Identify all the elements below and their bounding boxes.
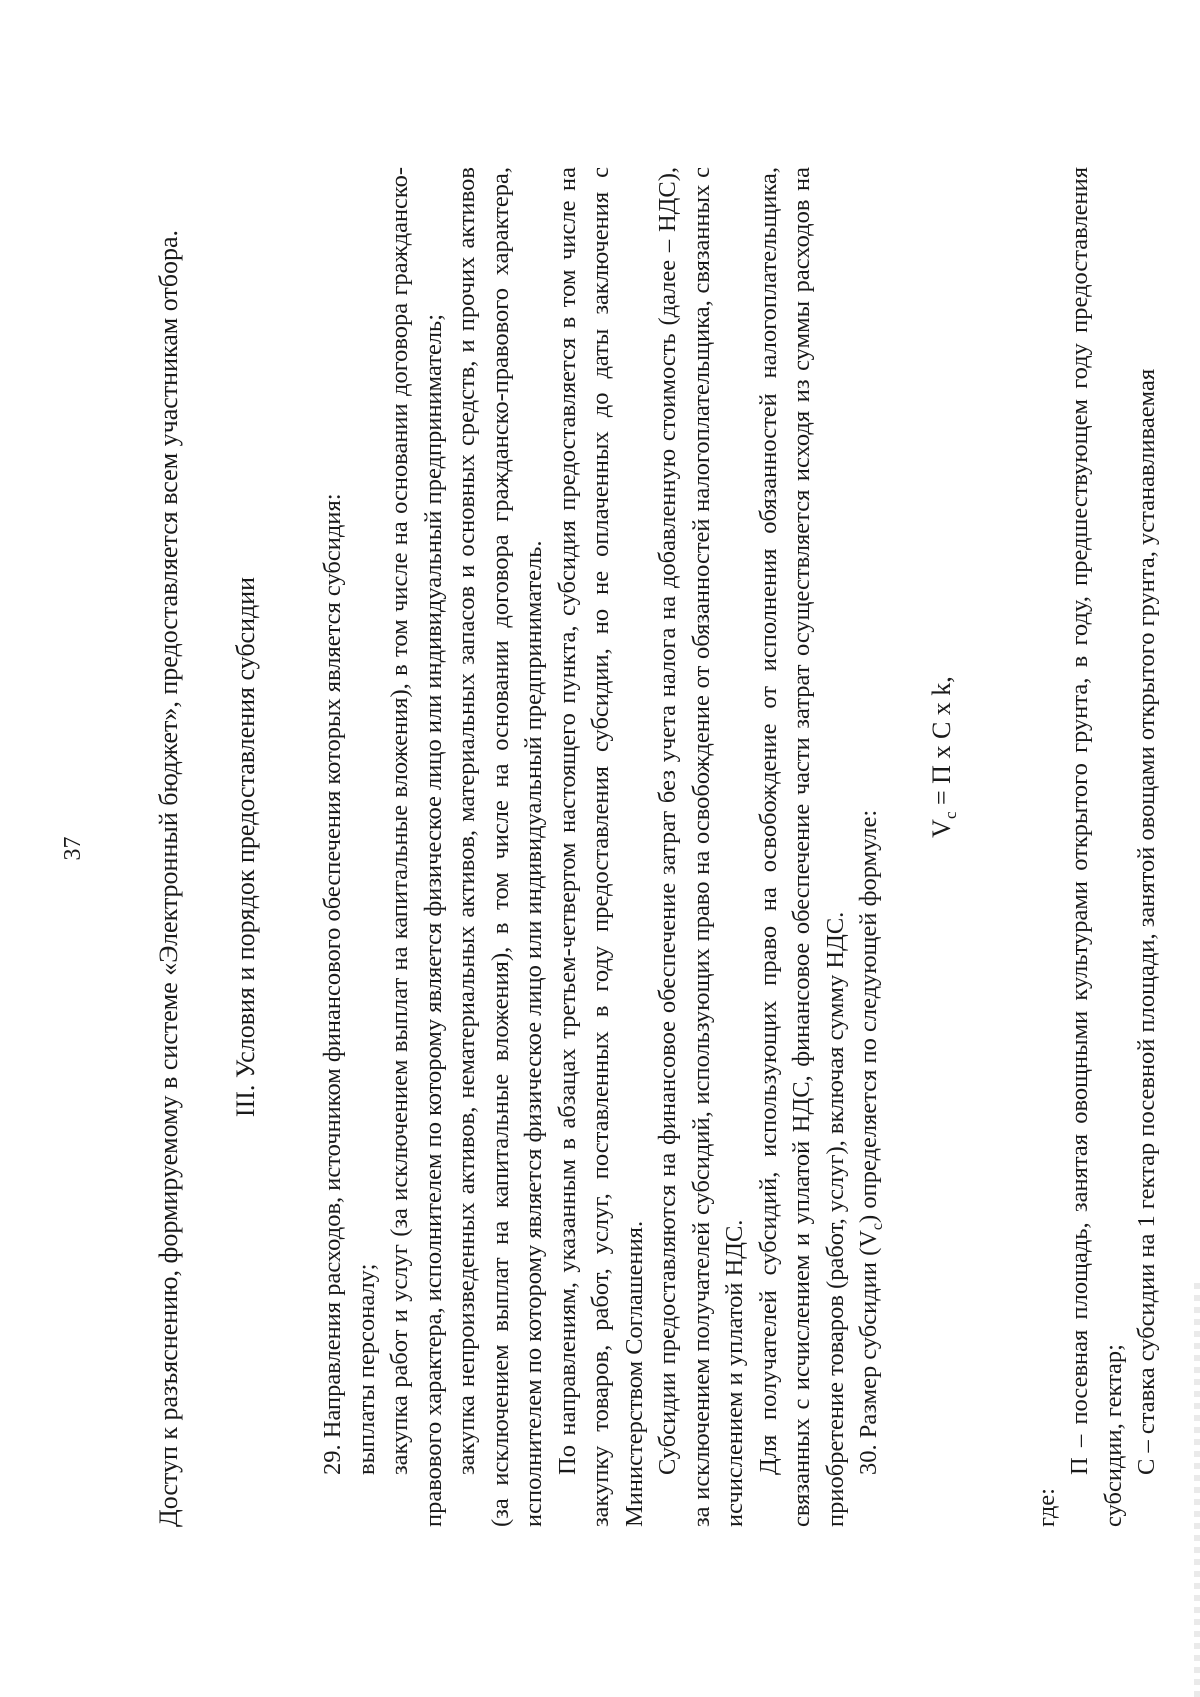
- paragraph-salary: выплаты персоналу;: [352, 1263, 380, 1475]
- scan-artifact: [1194, 1277, 1200, 1697]
- formula-v: V: [927, 819, 957, 838]
- paragraph-works: закупка работ и услуг (за исключением выплат на капитальные вложения), в том числе на основании договора гражданско-правового характера, исполнителем по которому является физическое лицо или индивидуальный предприниматель;: [386, 167, 447, 1527]
- paragraph-exempt: Для получателей субсидий, использующих право на освобождение от исполнения обязанностей налогоплательщика, связанных с исчислением и уплатой НДС, финансовое обеспечение части затрат осуществляется исходя из суммы расходов на приобретение товаров (работ, услуг), включая сумму НДС.: [754, 167, 849, 1527]
- paragraph-directions: По направлениям, указанным в абзацах третьем-четвертом настоящего пункта, субсидия предоставляется в том числе на закупку товаров, работ, услуг, поставленных в году предоставления субсидии, но не оплаченных до даты заключения с Министерством Соглашения.: [553, 167, 648, 1527]
- p30-text-pre: 30. Размер субсидии (V: [855, 1230, 882, 1475]
- where-label: где:: [1032, 1488, 1060, 1527]
- definition-c: С – ставка субсидии на 1 гектар посевной площади, занятой овощами открытого грунта, устанавливаемая: [1133, 368, 1161, 1475]
- paragraph-vat: Субсидии предоставляются на финансовое обеспечение затрат без учета налога на добавленную стоимость (далее – НДС), за исключением получателей субсидий, использующих право на освобождение от обязанностей налогоплательщика, связанных с исчислением и уплатой НДС.: [654, 167, 748, 1527]
- document-body: [150, 167, 1164, 1527]
- paragraph-30: [852, 167, 894, 1527]
- formula-v-subscript: с: [941, 811, 961, 820]
- intro-paragraph: Доступ к разъяснению, формируемому в системе «Электронный бюджет», предоставляется всем участникам отбора.: [154, 229, 183, 1527]
- definition-p: П – посевная площадь, занятая овощными культурами открытого грунта, в году, предшествующем году предоставления субсидии, гектар;: [1066, 167, 1127, 1527]
- formula-rest: = П x С x k,: [927, 676, 957, 812]
- page-number: 37: [60, 836, 86, 861]
- paragraph-29: 29. Направления расходов, источником финансового обеспечения которых является субсидия:: [319, 493, 346, 1475]
- section-title: III. Условия и порядок предоставления субсидии: [231, 576, 260, 1118]
- p30-subscript: с: [868, 1222, 886, 1231]
- subsidy-formula: [924, 167, 969, 1347]
- p30-text-post: ) определяется по следующей формуле:: [855, 809, 882, 1223]
- paragraph-assets: закупка непроизведенных активов, нематериальных активов, материальных запасов и основных средств, и прочих активов (за исключением выплат на капитальные вложения), в том числе на основании договора гражданско-правового характера, исполнителем по которому является физическое лицо или индивидуальный предприниматель.: [453, 167, 547, 1527]
